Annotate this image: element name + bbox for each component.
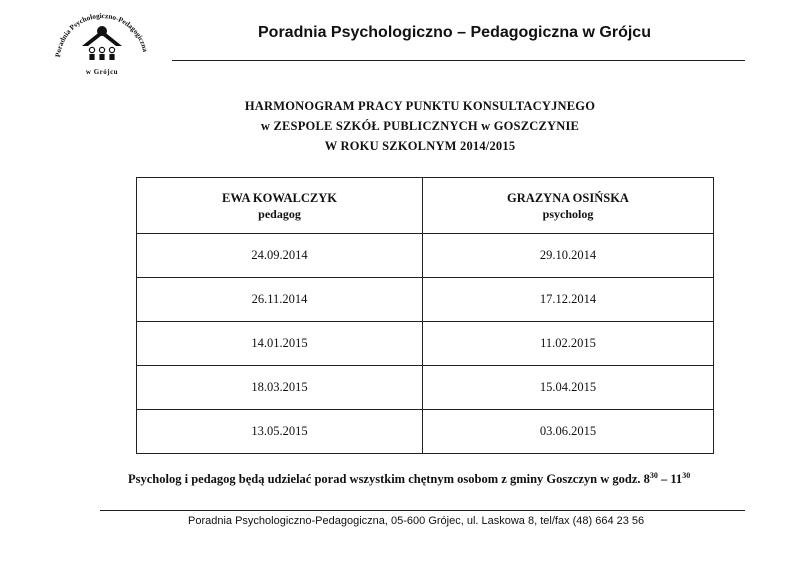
document-title [120, 96, 720, 156]
table-row [137, 322, 714, 366]
time-start-minutes: 30 [649, 471, 658, 480]
table-row [137, 278, 714, 322]
footer-address: Poradnia Psychologiczno-Pedagogiczna, 05-600 Grójec, ul. Laskowa 8, tel/fax (48) 664 23 56 [188, 515, 645, 527]
time-end-minutes: 30 [682, 471, 691, 480]
table-row [137, 366, 714, 410]
logo-city: w Grójcu [85, 68, 119, 76]
title-line-3: W ROKU SZKOLNYM 2014/2015 [324, 139, 516, 153]
table-row [137, 234, 714, 278]
schedule-table [136, 177, 714, 454]
header-divider [172, 60, 745, 61]
table-header-row [137, 178, 714, 234]
specialist-role: pedagog [258, 206, 301, 221]
date-cell-psycholog: 11.02.2015 [423, 322, 714, 366]
footer-divider [100, 510, 745, 511]
logo-arc-text: Poradnia Psychologiczno-Pedagogiczna [54, 11, 150, 58]
specialist-name: GRAZYNA OSIŃSKA [507, 190, 629, 205]
specialist-role: psycholog [542, 206, 594, 221]
date-cell-pedagog: 14.01.2015 [137, 322, 423, 366]
title-line-2: w ZESPOLE SZKÓŁ PUBLICZNYCH w GOSZCZYNIE [260, 119, 580, 133]
date-cell-psycholog: 03.06.2015 [423, 410, 714, 454]
date-cell-psycholog: 29.10.2014 [423, 234, 714, 278]
hours-note [128, 472, 690, 487]
date-cell-psycholog: 15.04.2015 [423, 366, 714, 410]
table-row [137, 410, 714, 454]
date-cell-pedagog: 13.05.2015 [137, 410, 423, 454]
figure-head [97, 26, 107, 36]
title-line-1: HARMONOGRAM PRACY PUNKTU KONSULTACYJNEGO [244, 99, 596, 113]
time-start-hour: 8 [643, 472, 650, 486]
time-separator: – [657, 472, 671, 486]
specialist-name: EWA KOWALCZYK [222, 190, 337, 205]
org-title: Poradnia Psychologiczno – Pedagogiczna w Grójcu [258, 24, 651, 41]
logo [52, 6, 152, 82]
column-header-psycholog [423, 178, 714, 234]
date-cell-psycholog: 17.12.2014 [423, 278, 714, 322]
date-cell-pedagog: 18.03.2015 [137, 366, 423, 410]
note-text: Psycholog i pedagog będą udzielać porad wszystkim chętnym osobom z gminy Goszczyn w godz. [128, 472, 644, 486]
column-header-pedagog [137, 178, 423, 234]
date-cell-pedagog: 26.11.2014 [137, 278, 423, 322]
time-end-hour: 11 [670, 472, 683, 486]
date-cell-pedagog: 24.09.2014 [137, 234, 423, 278]
